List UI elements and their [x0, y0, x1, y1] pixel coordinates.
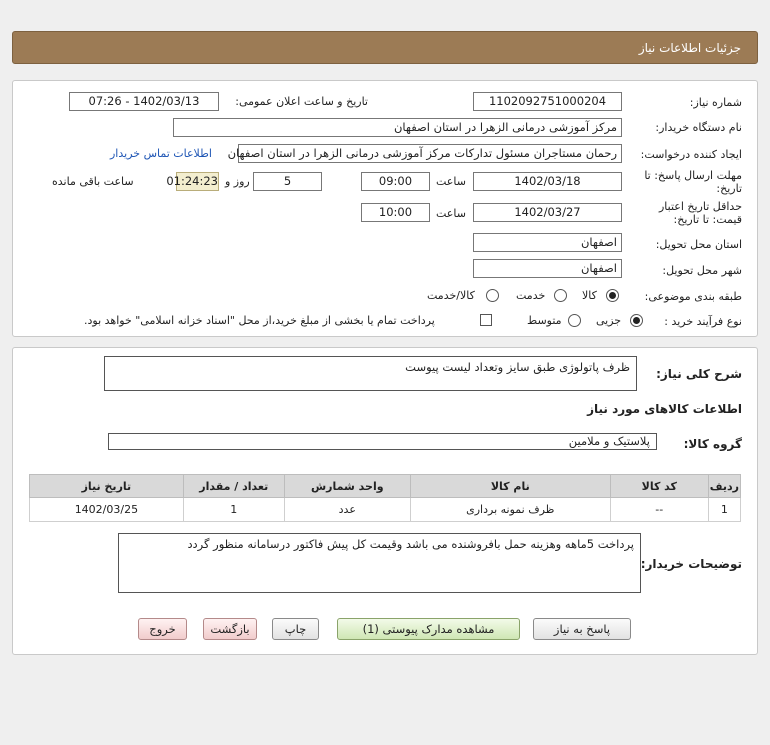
- process-option-medium: متوسط: [527, 314, 562, 327]
- category-radio-goods[interactable]: [606, 289, 619, 302]
- treasury-payment-checkbox[interactable]: [480, 314, 492, 326]
- cell-name: ظرف نمونه برداری: [410, 498, 610, 522]
- goods-section-title: اطلاعات کالاهای مورد نیاز: [587, 402, 742, 416]
- column-header-code: کد کالا: [610, 475, 708, 498]
- page-title: جزئیات اطلاعات نیاز: [638, 41, 741, 55]
- reply-deadline-label: مهلت ارسال پاسخ: تا: [644, 169, 742, 182]
- column-header-row-number: ردیف: [708, 475, 740, 498]
- exit-button[interactable]: خروج: [138, 618, 187, 640]
- category-option-service: خدمت: [516, 289, 546, 302]
- process-radio-minor[interactable]: [630, 314, 643, 327]
- goods-group-label: گروه کالا:: [683, 437, 742, 451]
- requester-label: ایجاد کننده درخواست:: [640, 148, 742, 161]
- cell-row-number: 1: [708, 498, 740, 522]
- table-row: [30, 498, 741, 522]
- city-field: اصفهان: [473, 259, 622, 278]
- reply-button[interactable]: پاسخ به نیاز: [533, 618, 631, 640]
- buyer-notes-label: توضیحات خریدار:: [640, 557, 742, 571]
- need-number-label: شماره نیاز:: [689, 96, 742, 109]
- buyer-notes-field: پرداخت 5ماهه وهزینه حمل بافروشنده می باشد وقیمت کل پیش فاکتور درسامانه منظور گردد: [118, 533, 641, 593]
- category-option-goods: کالا: [582, 289, 597, 302]
- category-option-goods-service: کالا/خدمت: [427, 289, 475, 302]
- cell-quantity: 1: [183, 498, 284, 522]
- requester-field: رحمان مستاجران مسئول تدارکات مرکز آموزشی درمانی الزهرا در استان اصفهان: [238, 144, 622, 163]
- column-header-quantity: تعداد / مقدار: [183, 475, 284, 498]
- days-label: روز و: [225, 175, 250, 188]
- description-label: شرح کلی نیاز:: [656, 367, 742, 381]
- validity-label: حداقل تاریخ اعتبار: [658, 200, 742, 213]
- process-option-minor: جزیی: [596, 314, 622, 327]
- page-header: [12, 31, 758, 64]
- process-radio-medium[interactable]: [568, 314, 581, 327]
- table-header-row: [30, 475, 741, 498]
- reply-time-field: 09:00: [361, 172, 430, 191]
- category-radio-goods-service[interactable]: [486, 289, 499, 302]
- cell-code: --: [610, 498, 708, 522]
- process-label: نوع فرآیند خرید :: [664, 315, 742, 328]
- announce-date-field: 1402/03/13 - 07:26: [69, 92, 219, 111]
- reply-date-field: 1402/03/18: [473, 172, 622, 191]
- buyer-contact-link[interactable]: اطلاعات تماس خریدار: [110, 147, 212, 160]
- validity-time-label: ساعت: [436, 207, 466, 220]
- buyer-org-field: مرکز آموزشی درمانی الزهرا در استان اصفهان: [173, 118, 622, 137]
- announce-label: تاریخ و ساعت اعلان عمومی:: [235, 95, 368, 108]
- goods-table: [29, 474, 741, 522]
- column-header-unit: واحد شمارش: [284, 475, 410, 498]
- remaining-time-label: ساعت باقی مانده: [52, 175, 134, 188]
- category-radio-service[interactable]: [554, 289, 567, 302]
- buyer-org-label: نام دستگاه خریدار:: [655, 121, 742, 134]
- goods-group-field: پلاستیک و ملامین: [108, 433, 657, 450]
- cell-need-date: 1402/03/25: [30, 498, 184, 522]
- print-button[interactable]: چاپ: [272, 618, 319, 640]
- validity-time-field: 10:00: [361, 203, 430, 222]
- description-field: ظرف پاتولوژی طبق سایز وتعداد لیست پیوست: [104, 356, 637, 391]
- reply-time-label: ساعت: [436, 175, 466, 188]
- category-label: طبقه بندی موضوعی:: [644, 290, 742, 303]
- remaining-time-field: 01:24:23: [176, 172, 219, 191]
- need-number-field: 1102092751000204: [473, 92, 622, 111]
- column-header-need-date: تاریخ نیاز: [30, 475, 184, 498]
- validity-date-field: 1402/03/27: [473, 203, 622, 222]
- column-header-name: نام کالا: [410, 475, 610, 498]
- validity-label-2: قیمت: تا تاریخ:: [673, 213, 742, 226]
- province-field: اصفهان: [473, 233, 622, 252]
- back-button[interactable]: بازگشت: [203, 618, 257, 640]
- city-label: شهر محل تحویل:: [662, 264, 742, 277]
- reply-deadline-label-2: تاریخ:: [716, 182, 742, 195]
- cell-unit: عدد: [284, 498, 410, 522]
- province-label: استان محل تحویل:: [655, 238, 742, 251]
- treasury-payment-note: پرداخت تمام یا بخشی از مبلغ خرید،از محل "اسناد خزانه اسلامی" خواهد بود.: [84, 314, 435, 327]
- view-attachments-button[interactable]: مشاهده مدارک پیوستی (1): [337, 618, 520, 640]
- days-field: 5: [253, 172, 322, 191]
